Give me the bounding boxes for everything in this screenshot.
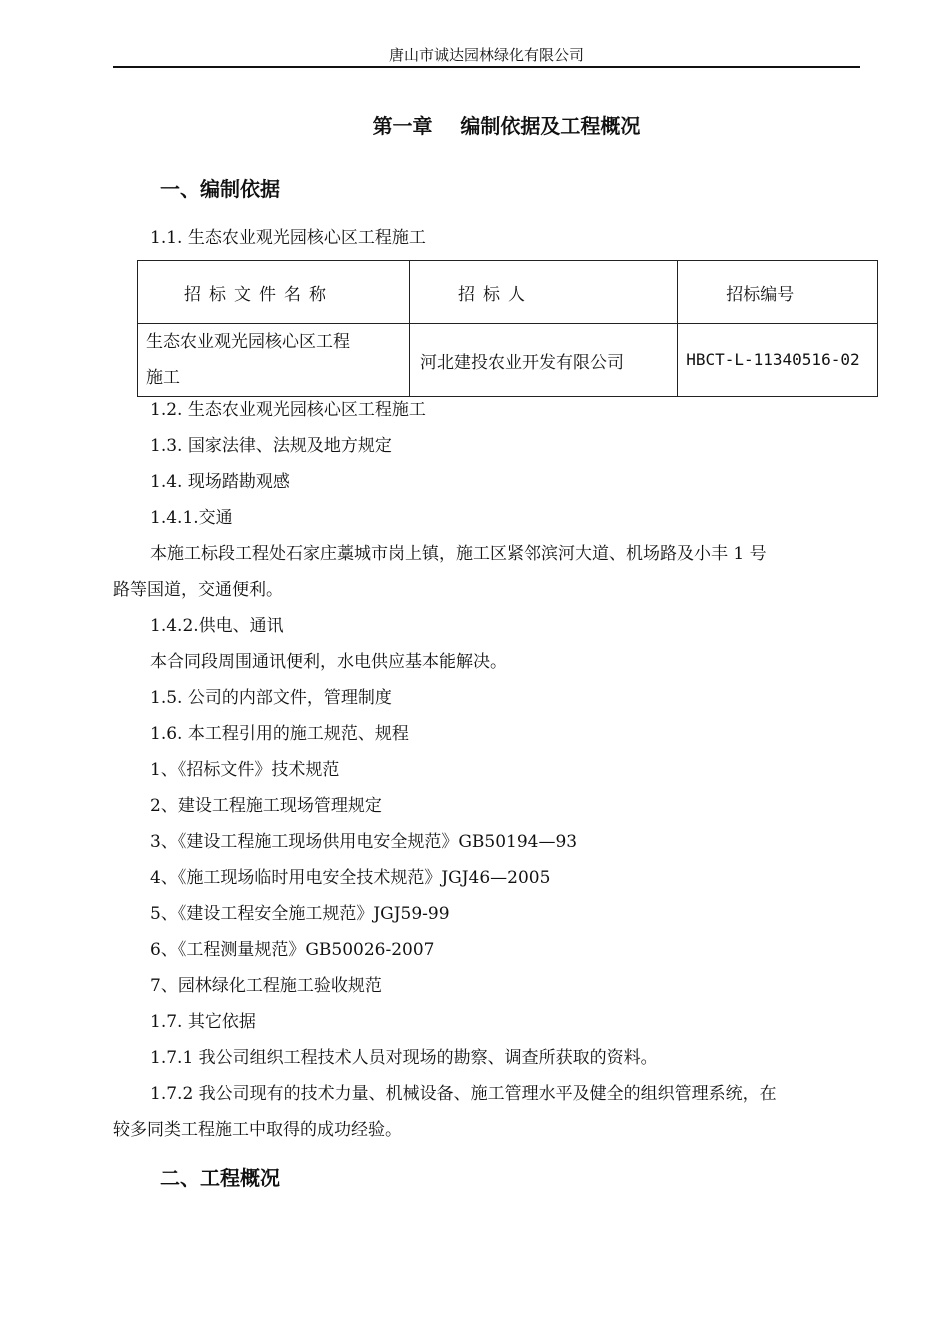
table-row xyxy=(138,324,878,397)
item-1-4-2: 1.4.2.供电、通讯 xyxy=(150,616,284,636)
list-item: 1、《招标文件》技术规范 xyxy=(150,760,340,780)
item-1-3: 1.3. 国家法律、法规及地方规定 xyxy=(150,436,392,456)
traffic-paragraph-line2: 路等国道，交通便利。 xyxy=(113,580,283,600)
page-header: 唐山市诚达园林绿化有限公司 xyxy=(388,46,584,64)
traffic-paragraph-line1: 本施工标段工程处石家庄藁城市岗上镇，施工区紧邻滨河大道、机场路及小丰 1 号 xyxy=(150,544,767,564)
list-item: 4、《施工现场临时用电安全技术规范》JGJ46—2005 xyxy=(150,868,551,888)
list-item: 7、园林绿化工程施工验收规范 xyxy=(150,976,382,996)
item-1-7-1: 1.7.1 我公司组织工程技术人员对现场的勘察、调查所获取的资料。 xyxy=(150,1048,658,1068)
list-item: 2、建设工程施工现场管理规定 xyxy=(150,796,382,816)
list-item: 3、《建设工程施工现场供用电安全规范》GB50194—93 xyxy=(150,832,578,852)
table-header-cell: 招标编号 xyxy=(678,261,878,324)
item-1-1: 1.1. 生态农业观光园核心区工程施工 xyxy=(150,228,426,248)
header-divider xyxy=(113,66,860,68)
table-cell-bidder: 河北建投农业开发有限公司 xyxy=(410,324,678,397)
item-1-4: 1.4. 现场踏勘观感 xyxy=(150,472,290,492)
table-header-cell: 招标文件名称 xyxy=(138,261,410,324)
list-item: 6、《工程测量规范》GB50026-2007 xyxy=(150,940,435,960)
item-1-2: 1.2. 生态农业观光园核心区工程施工 xyxy=(150,400,426,420)
item-1-6: 1.6. 本工程引用的施工规范、规程 xyxy=(150,724,409,744)
bid-table xyxy=(137,260,878,397)
table-cell-bid-number: HBCT-L-11340516-02 xyxy=(678,324,878,397)
table-header-cell: 招标人 xyxy=(410,261,678,324)
item-1-7-2-line2: 较多同类工程施工中取得的成功经验。 xyxy=(113,1120,402,1140)
section-heading-overview: 二、工程概况 xyxy=(160,1166,280,1190)
chapter-title: 第一章 编制依据及工程概况 xyxy=(372,114,641,138)
list-item: 5、《建设工程安全施工规范》JGJ59-99 xyxy=(150,904,450,924)
section-heading-basis: 一、编制依据 xyxy=(160,177,280,201)
item-1-7: 1.7. 其它依据 xyxy=(150,1012,256,1032)
power-paragraph: 本合同段周围通讯便利，水电供应基本能解决。 xyxy=(150,652,507,672)
table-header-row xyxy=(138,261,878,324)
item-1-5: 1.5. 公司的内部文件，管理制度 xyxy=(150,688,392,708)
item-1-4-1: 1.4.1.交通 xyxy=(150,508,233,528)
item-1-7-2-line1: 1.7.2 我公司现有的技术力量、机械设备、施工管理水平及健全的组织管理系统，在 xyxy=(150,1084,777,1104)
table-cell-doc-name: 生态农业观光园核心区工程 施工 xyxy=(138,324,410,397)
